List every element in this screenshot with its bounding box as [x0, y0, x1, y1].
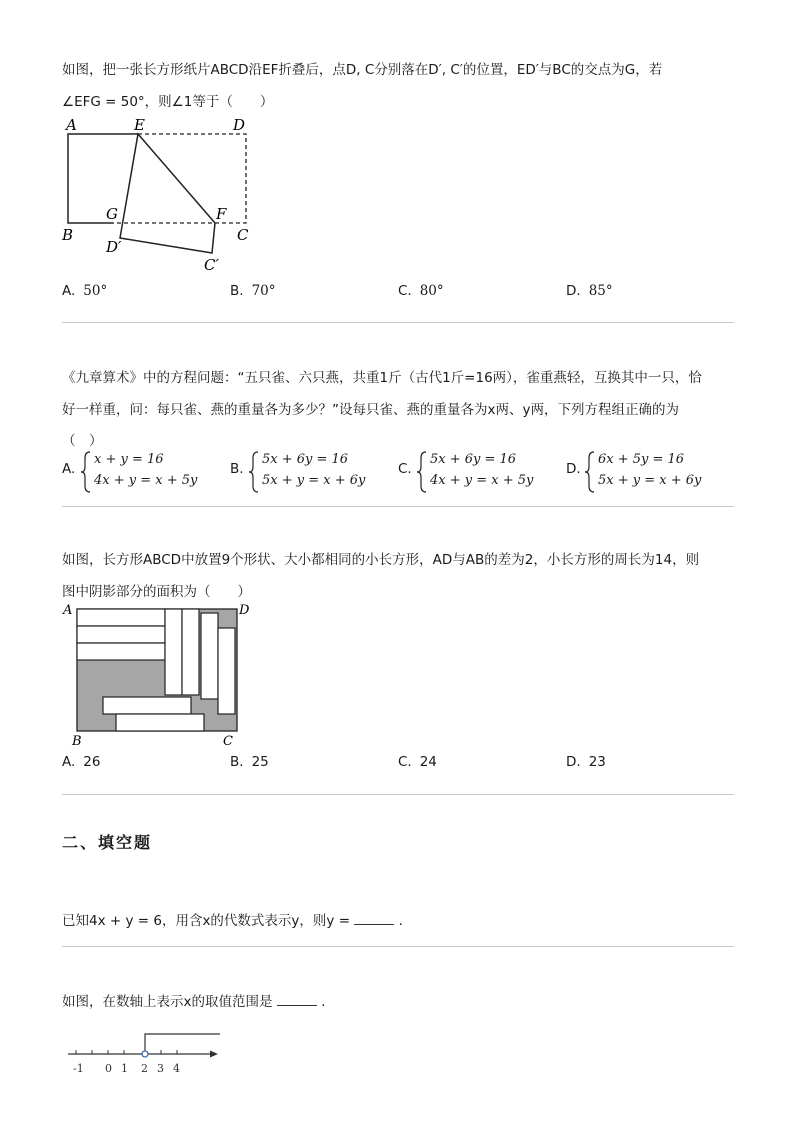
q3-figure [60, 600, 260, 752]
q4-text [62, 909, 403, 929]
q5-number-line [62, 1030, 232, 1080]
q2-b-eq1: 5x + 6y = 16 [262, 452, 349, 467]
q1-label-C: C [237, 226, 249, 244]
divider [62, 322, 734, 323]
q2-option-c-label[interactable]: C. [398, 461, 412, 477]
q3-small-rect [77, 609, 165, 626]
divider [62, 946, 734, 947]
q1-option-a[interactable]: A. 50° [62, 283, 108, 299]
q3-option-c[interactable]: C. 24 [398, 754, 437, 770]
tick-label: 0 [105, 1062, 112, 1075]
q3-option-a[interactable]: A. 26 [62, 754, 101, 770]
q4-prefix: 已知4x + y = 6，用含x的代数式表示y，则y = [62, 913, 351, 929]
q1-label-G: G [106, 205, 118, 223]
q2-c-eq2: 4x + y = x + 5y [430, 473, 534, 488]
tick-label: 3 [157, 1062, 164, 1075]
q1-label-B: B [62, 226, 74, 244]
q2-a-eq2: 4x + y = x + 5y [94, 473, 198, 488]
q1-label-E: E [134, 116, 145, 134]
q3-small-rect [77, 643, 165, 660]
q3-small-rect [165, 609, 182, 695]
q3-label-B: B [72, 734, 82, 749]
q3-text-line2: 图中阴影部分的面积为（ ） [62, 584, 251, 600]
q1-text-line1: 如图，把一张长方形纸片ABCD沿EF折叠后，点D, C分别落在D′, C′的位置，ED′与BC的交点为G，若 [62, 62, 663, 78]
q2-text-line2: 好一样重，问：每只雀、燕的重量各为多少？”设每只雀、燕的重量各为x两、y两，下列方程组正确的为 [62, 402, 679, 418]
q3-small-rect [103, 697, 191, 714]
q2-c-eq1: 5x + 6y = 16 [430, 452, 517, 467]
q3-option-d[interactable]: D. 23 [566, 754, 606, 770]
q3-label-D: D [239, 603, 250, 618]
q3-small-rect [182, 609, 199, 695]
q3-small-rect [218, 628, 235, 714]
q2-option-d-system[interactable] [584, 450, 724, 494]
q1-option-c[interactable]: C. 80° [398, 283, 444, 299]
range-bracket [145, 1034, 220, 1051]
q1-label-D-prime: D′ [106, 238, 122, 256]
q3-label-C: C [223, 734, 233, 749]
q3-small-rect [201, 613, 218, 699]
q2-text-line1: 《九章算术》中的方程问题：“五只雀、六只燕，共重1斤（古代1斤=16两），雀重燕轻，互换其中一只，恰 [62, 370, 702, 386]
q2-d-eq2: 5x + y = x + 6y [598, 473, 702, 488]
tick-label: 2 [141, 1062, 148, 1075]
q3-option-b[interactable]: B. 25 [230, 754, 269, 770]
tick-label: 1 [121, 1062, 128, 1075]
q3-small-rect [77, 626, 165, 643]
axis-arrow-icon [210, 1051, 218, 1058]
q2-b-eq2: 5x + y = x + 6y [262, 473, 366, 488]
q1-option-d[interactable]: D. 85° [566, 283, 613, 299]
divider [62, 794, 734, 795]
brace-icon [416, 450, 428, 494]
q5-prefix: 如图，在数轴上表示x的取值范围是 [62, 994, 273, 1010]
section-title: 二、填空题 [62, 833, 153, 852]
q2-text-line3: （ ） [62, 433, 103, 449]
q3-small-rect [116, 714, 204, 731]
q1-label-D: D [233, 116, 246, 134]
tick-label: 4 [173, 1062, 180, 1075]
q4-answer-blank[interactable] [354, 912, 394, 925]
q1-text-line2: ∠EFG = 50°，则∠1等于（ ） [62, 94, 274, 110]
q2-option-c-system[interactable] [416, 450, 556, 494]
brace-icon [80, 450, 92, 494]
q1-label-C-prime: C′ [204, 256, 219, 274]
q1-label-A: A [66, 116, 77, 134]
q5-answer-blank[interactable] [277, 993, 317, 1006]
q5-text [62, 990, 325, 1010]
q4-suffix: . [398, 913, 403, 929]
q1-rect-solid [68, 134, 138, 223]
q2-option-d-label[interactable]: D. [566, 461, 581, 477]
q1-option-b[interactable]: B. 70° [230, 283, 276, 299]
q1-label-F: F [216, 205, 227, 223]
q2-a-eq1: x + y = 16 [94, 452, 164, 467]
brace-icon [584, 450, 596, 494]
brace-icon [248, 450, 260, 494]
q2-option-b-label[interactable]: B. [230, 461, 244, 477]
q3-text-line1: 如图，长方形ABCD中放置9个形状、大小都相同的小长方形，AD与AB的差为2，小长方形的周长为14，则 [62, 552, 700, 568]
q2-option-a-system[interactable] [80, 450, 220, 494]
q2-option-b-system[interactable] [248, 450, 388, 494]
q5-suffix: . [321, 994, 326, 1010]
q2-d-eq1: 6x + 5y = 16 [598, 452, 685, 467]
open-point-icon [142, 1051, 148, 1057]
q2-option-a-label[interactable]: A. [62, 461, 76, 477]
q1-folded-shape [120, 134, 215, 253]
q1-figure [58, 112, 258, 274]
q3-label-A: A [63, 603, 73, 618]
tick-label: -1 [73, 1062, 84, 1075]
divider [62, 506, 734, 507]
